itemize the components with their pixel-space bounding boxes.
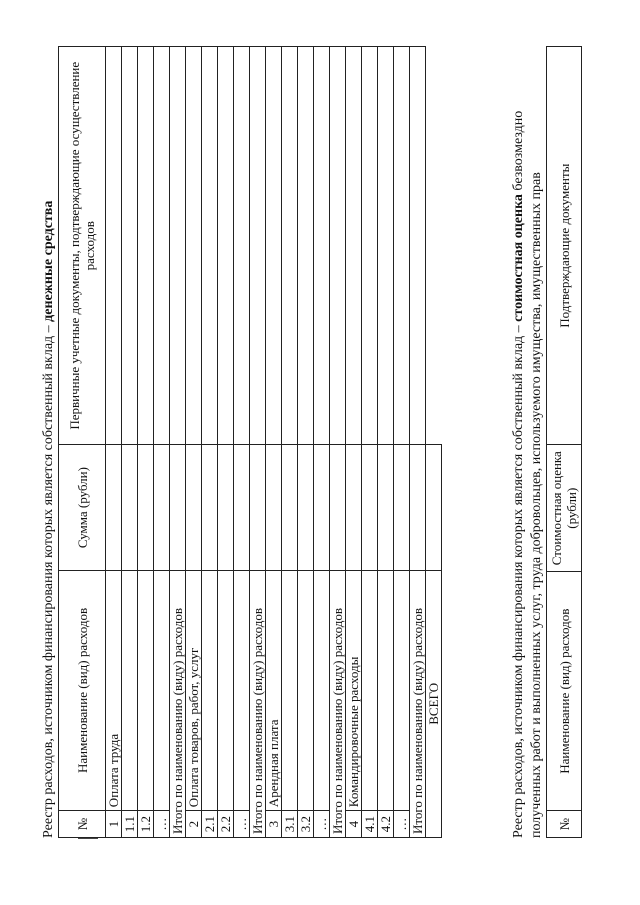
table-row xyxy=(106,47,122,838)
subtotal-label: Итого по наименованию (виду) расходов xyxy=(170,570,186,837)
row-sum xyxy=(250,445,266,570)
table1-title xyxy=(40,48,58,838)
table2-title-text: Реестр расходов, источником финансирования которых является собственный вклад – xyxy=(511,321,526,838)
total-row xyxy=(426,47,442,838)
table1-title-bold: денежные средства xyxy=(41,200,56,322)
row-sum xyxy=(378,445,394,570)
row-name xyxy=(298,570,314,811)
row-number: 1 xyxy=(106,811,122,838)
row-docs xyxy=(234,47,250,446)
row-sum xyxy=(410,445,426,570)
expenses-cash-table xyxy=(58,46,442,838)
row-docs xyxy=(186,47,202,446)
header-sum: Стоимостная оценка (рубли) xyxy=(547,445,582,572)
row-number: … xyxy=(394,811,410,838)
table-row xyxy=(186,47,202,838)
header-num: № xyxy=(547,811,582,838)
row-number: 2.2 xyxy=(218,811,234,838)
row-sum xyxy=(298,445,314,570)
table-row xyxy=(138,47,154,838)
subtotal-label: Итого по наименованию (виду) расходов xyxy=(250,570,266,837)
row-docs xyxy=(250,47,266,446)
table-row xyxy=(298,47,314,838)
row-name xyxy=(362,570,378,811)
row-sum xyxy=(394,445,410,570)
table2-title-bold: стоимостная оценка xyxy=(511,194,526,322)
table-row xyxy=(362,47,378,838)
row-docs xyxy=(346,47,362,446)
header-docs: Подтверждающие документы xyxy=(547,47,582,445)
table-row xyxy=(154,47,170,838)
row-sum xyxy=(234,445,250,570)
row-docs xyxy=(106,47,122,446)
row-sum xyxy=(266,445,282,570)
row-name: Оплата товаров, работ, услуг xyxy=(186,570,202,811)
row-number: 2.1 xyxy=(202,811,218,838)
row-number: 3.2 xyxy=(298,811,314,838)
row-number: 2 xyxy=(186,811,202,838)
table-row xyxy=(330,47,346,838)
table-row xyxy=(202,47,218,838)
row-number: 3.1 xyxy=(282,811,298,838)
row-number: 1.1 xyxy=(122,811,138,838)
row-docs xyxy=(122,47,138,446)
row-docs xyxy=(282,47,298,446)
row-name: Командировочные расходы xyxy=(346,570,362,811)
row-sum xyxy=(330,445,346,570)
row-docs xyxy=(314,47,330,446)
row-name xyxy=(282,570,298,811)
header-name: Наименование (вид) расходов xyxy=(59,570,106,811)
row-sum xyxy=(138,445,154,570)
row-name xyxy=(218,570,234,811)
expenses-valuation-table xyxy=(546,46,582,838)
table-row xyxy=(282,47,298,838)
row-number: 4.1 xyxy=(362,811,378,838)
subtotal-label: Итого по наименованию (виду) расходов xyxy=(410,570,426,837)
row-sum xyxy=(362,445,378,570)
header-sum: Сумма (рубли) xyxy=(59,445,106,570)
row-name xyxy=(234,570,250,811)
row-sum xyxy=(122,445,138,570)
row-sum xyxy=(202,445,218,570)
row-docs xyxy=(298,47,314,446)
row-name xyxy=(378,570,394,811)
row-docs xyxy=(218,47,234,446)
row-number: 1.2 xyxy=(138,811,154,838)
table-row xyxy=(234,47,250,838)
row-docs xyxy=(170,47,186,446)
row-name xyxy=(202,570,218,811)
subtotal-label: Итого по наименованию (виду) расходов xyxy=(330,570,346,837)
row-docs xyxy=(330,47,346,446)
header-num: № xyxy=(59,811,106,838)
header-docs: Первичные учетные документы, подтверждающие осуществление расходов xyxy=(59,47,106,446)
row-name: Оплата труда xyxy=(106,570,122,811)
table-row xyxy=(266,47,282,838)
table1-header-row xyxy=(59,47,106,838)
row-name xyxy=(394,570,410,811)
table-row xyxy=(378,47,394,838)
row-docs xyxy=(362,47,378,446)
row-docs xyxy=(410,47,426,446)
row-docs xyxy=(138,47,154,446)
row-sum xyxy=(154,445,170,570)
row-number: … xyxy=(234,811,250,838)
row-name xyxy=(138,570,154,811)
total-label: ВСЕГО xyxy=(426,570,442,837)
row-name xyxy=(314,570,330,811)
row-number: … xyxy=(154,811,170,838)
row-sum xyxy=(282,445,298,570)
table2-header-row xyxy=(547,47,582,838)
row-number: 3 xyxy=(266,811,282,838)
row-docs xyxy=(394,47,410,446)
table1-title-text: Реестр расходов, источником финансирования которых является собственный вклад – xyxy=(41,321,56,838)
row-sum xyxy=(346,445,362,570)
row-name: Арендная плата xyxy=(266,570,282,811)
table-row xyxy=(314,47,330,838)
row-sum xyxy=(314,445,330,570)
row-sum xyxy=(186,445,202,570)
row-number: 4 xyxy=(346,811,362,838)
row-number: 4.2 xyxy=(378,811,394,838)
row-sum xyxy=(106,445,122,570)
rotated-page-content xyxy=(40,30,620,870)
row-docs xyxy=(202,47,218,446)
table-row xyxy=(410,47,426,838)
row-number: … xyxy=(314,811,330,838)
table-row xyxy=(394,47,410,838)
row-docs xyxy=(266,47,282,446)
table-row xyxy=(250,47,266,838)
table-row xyxy=(346,47,362,838)
row-docs xyxy=(154,47,170,446)
table2-title-suffix: безвозмездно полученных работ и выполненных услуг, труда добровольцев, используемого имущества, имущественных прав xyxy=(511,110,544,838)
table-row xyxy=(218,47,234,838)
table2-title xyxy=(510,48,546,838)
table-row xyxy=(122,47,138,838)
row-docs xyxy=(378,47,394,446)
header-name: Наименование (вид) расходов xyxy=(547,572,582,811)
row-sum xyxy=(218,445,234,570)
row-sum xyxy=(170,445,186,570)
total-sum xyxy=(426,445,442,570)
table-row xyxy=(170,47,186,838)
row-name xyxy=(122,570,138,811)
row-name xyxy=(154,570,170,811)
